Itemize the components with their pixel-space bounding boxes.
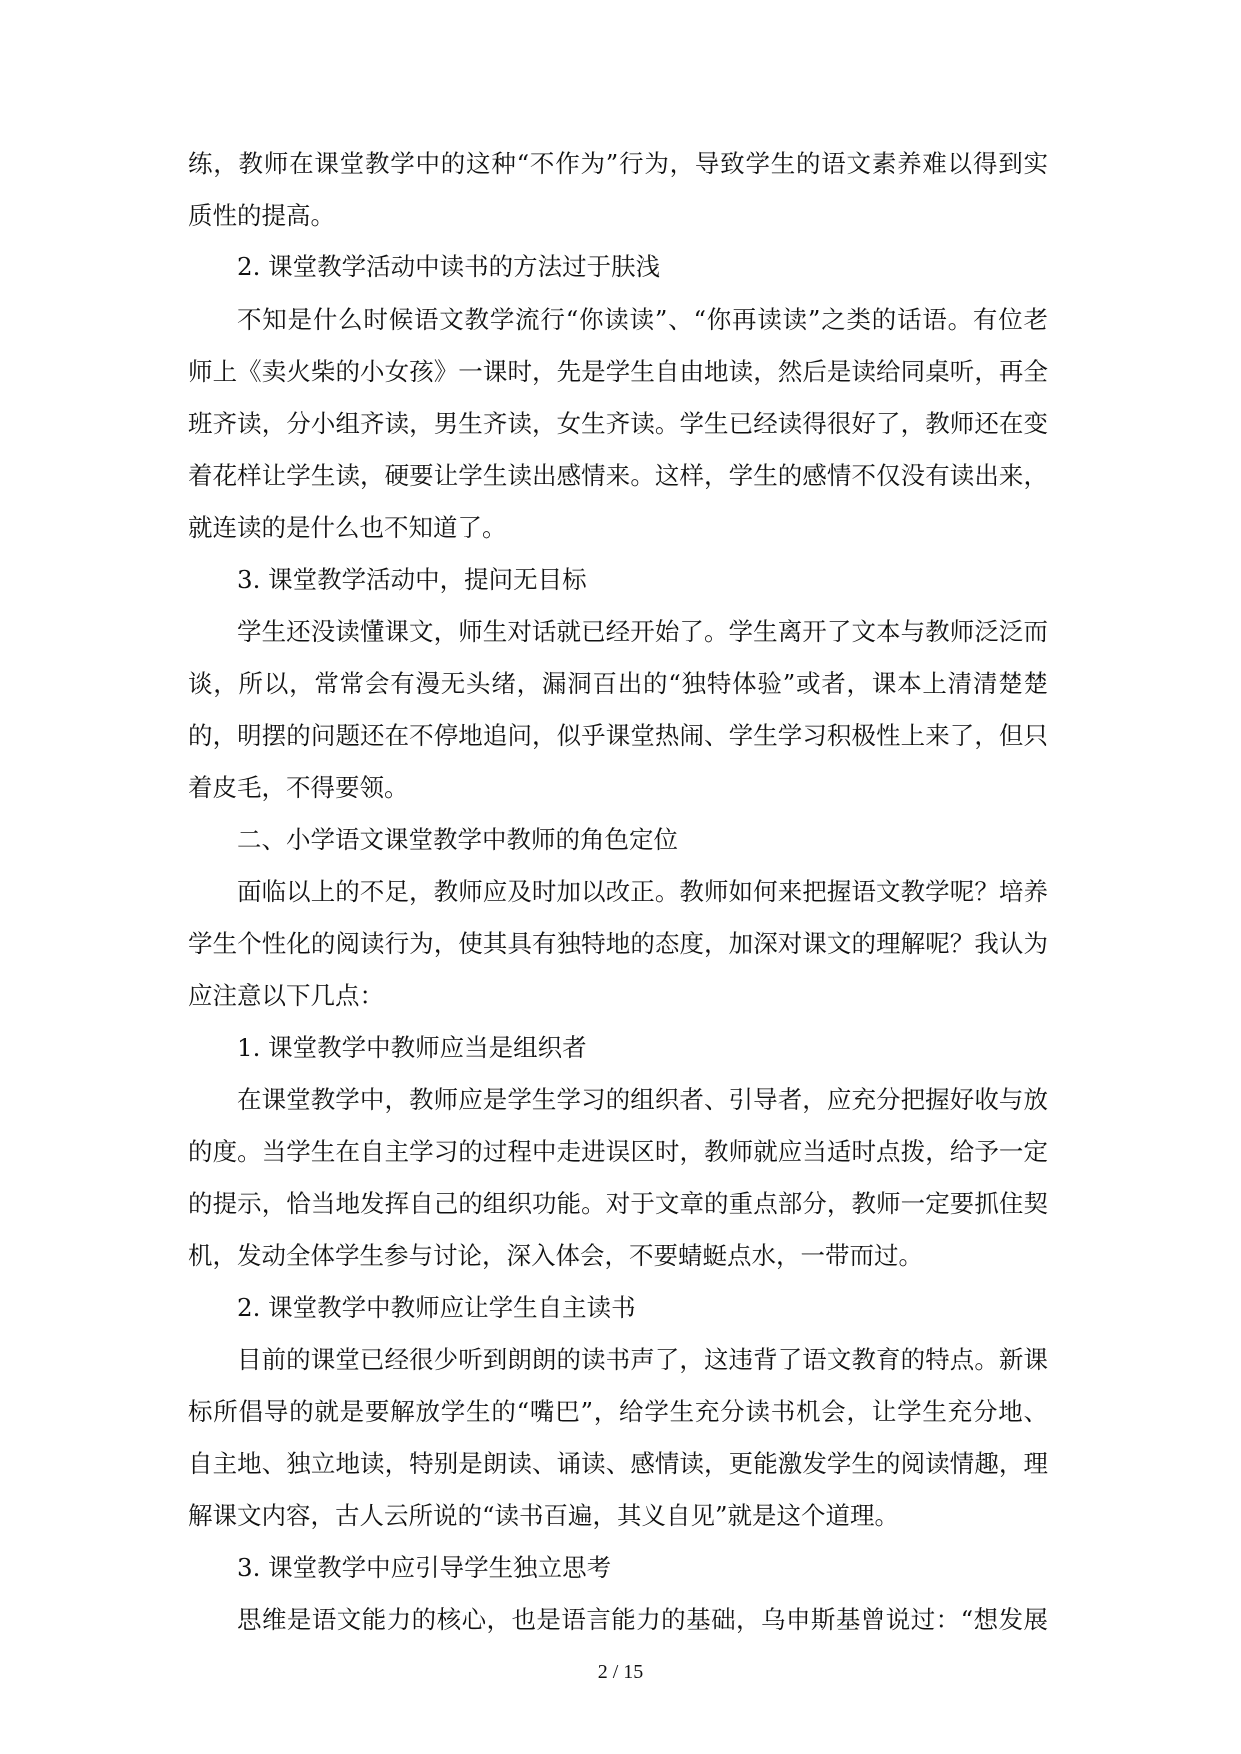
text-line: 就连读的是什么也不知道了。 [188,513,507,542]
text-line: 班齐读，分小组齐读，男生齐读，女生齐读。学生已经读得很好了，教师还在变 [188,409,1048,438]
text-line: 练，教师在课堂教学中的这种“不作为”行为，导致学生的语文素养难以得到实 [188,149,1048,178]
text-line: 质性的提高。 [188,201,335,230]
text-line: 师上《卖火柴的小女孩》一课时，先是学生自由地读，然后是读给同桌听，再全 [188,357,1048,386]
text-line: 的提示，恰当地发挥自己的组织功能。对于文章的重点部分，教师一定要抓住契 [188,1189,1048,1218]
text-line: 的度。当学生在自主学习的过程中走进误区时，教师就应当适时点拨，给予一定 [188,1137,1048,1166]
section-heading: 2. 课堂教学活动中读书的方法过于肤浅 [237,252,661,281]
text-line: 面临以上的不足，教师应及时加以改正。教师如何来把握语文教学呢？培养 [237,877,1048,906]
section-heading: 3. 课堂教学中应引导学生独立思考 [237,1553,612,1582]
text-line: 着皮毛，不得要领。 [188,773,409,802]
text-line: 自主地、独立地读，特别是朗读、诵读、感情读，更能激发学生的阅读情趣，理 [188,1449,1048,1478]
section-heading: 2. 课堂教学中教师应让学生自主读书 [237,1293,636,1322]
section-heading: 1. 课堂教学中教师应当是组织者 [237,1033,587,1062]
text-line: 谈，所以，常常会有漫无头绪，漏洞百出的“独特体验”或者，课本上清清楚楚 [188,669,1048,698]
text-line: 机，发动全体学生参与讨论，深入体会，不要蜻蜓点水，一带而过。 [188,1241,923,1270]
text-line: 学生还没读懂课文，师生对话就已经开始了。学生离开了文本与教师泛泛而 [237,617,1048,646]
text-line: 的，明摆的问题还在不停地追问，似乎课堂热闹、学生学习积极性上来了，但只 [188,721,1048,750]
text-line: 在课堂教学中，教师应是学生学习的组织者、引导者，应充分把握好收与放 [237,1085,1048,1114]
text-line: 应注意以下几点： [188,981,384,1010]
text-line: 目前的课堂已经很少听到朗朗的读书声了，这违背了语文教育的特点。新课 [237,1345,1048,1374]
text-line: 思维是语文能力的核心，也是语言能力的基础，乌申斯基曾说过：“想发展 [237,1605,1048,1634]
text-line: 标所倡导的就是要解放学生的“嘴巴”，给学生充分读书机会，让学生充分地、 [188,1397,1048,1426]
text-line: 解课文内容，古人云所说的“读书百遍，其义自见”就是这个道理。 [188,1501,900,1530]
page-number: 2 / 15 [597,1661,644,1683]
text-line: 着花样让学生读，硬要让学生读出感情来。这样，学生的感情不仅没有读出来， [188,461,1048,490]
text-line: 不知是什么时候语文教学流行“你读读”、“你再读读”之类的话语。有位老 [237,305,1048,334]
section-heading: 3. 课堂教学活动中，提问无目标 [237,565,587,594]
section-heading: 二、小学语文课堂教学中教师的角色定位 [237,825,678,854]
text-line: 学生个性化的阅读行为，使其具有独特地的态度，加深对课文的理解呢？我认为 [188,929,1048,958]
